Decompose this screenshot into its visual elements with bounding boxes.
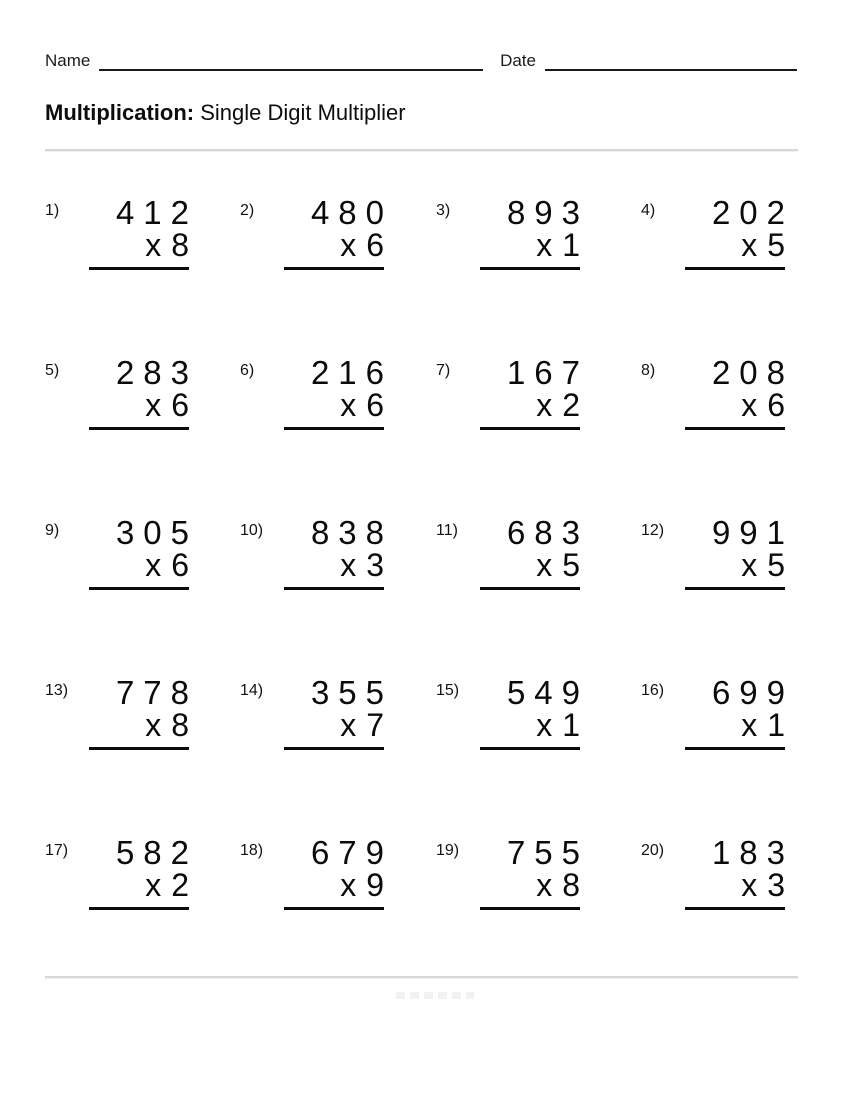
multiply-operator: x <box>145 707 162 743</box>
problem-number: 19) <box>436 842 460 859</box>
multiplicand: 480 <box>310 194 393 231</box>
problem <box>240 356 436 516</box>
multiplier-row <box>685 227 785 263</box>
multiplicand: 549 <box>506 674 589 711</box>
multiply-operator: x <box>145 547 162 583</box>
problem-number: 18) <box>240 842 264 859</box>
multiplier: 6 <box>366 227 384 263</box>
multiplier: 3 <box>767 867 785 903</box>
problem <box>436 196 641 356</box>
answer-line <box>89 747 189 750</box>
multiply-operator: x <box>536 867 553 903</box>
problem-block <box>89 834 198 910</box>
problem-number: 20) <box>641 842 665 859</box>
problem-number: 9) <box>45 522 60 539</box>
answer-line <box>284 267 384 270</box>
multiply-operator: x <box>741 227 758 263</box>
problem <box>436 516 641 676</box>
problem-number: 4) <box>641 202 656 219</box>
problems-grid <box>45 196 805 996</box>
page-title <box>45 100 406 126</box>
problem <box>240 836 436 996</box>
problem <box>45 516 240 676</box>
multiply-operator: x <box>340 227 357 263</box>
multiplicand: 991 <box>711 514 794 551</box>
multiplier-row <box>480 547 580 583</box>
multiplier-row <box>685 547 785 583</box>
problem-number: 14) <box>240 682 264 699</box>
multiplier: 1 <box>562 227 580 263</box>
problem <box>436 836 641 996</box>
answer-line <box>685 587 785 590</box>
multiply-operator: x <box>741 707 758 743</box>
multiplicand: 208 <box>711 354 794 391</box>
problem-number: 7) <box>436 362 451 379</box>
problem-block <box>480 834 589 910</box>
problem-block <box>284 194 393 270</box>
answer-line <box>480 907 580 910</box>
problem <box>240 676 436 836</box>
answer-line <box>284 427 384 430</box>
answer-line <box>480 427 580 430</box>
multiply-operator: x <box>536 707 553 743</box>
problem-number: 13) <box>45 682 69 699</box>
problem <box>240 196 436 356</box>
multiplicand: 167 <box>506 354 589 391</box>
multiplicand: 216 <box>310 354 393 391</box>
answer-line <box>284 587 384 590</box>
multiplier-row <box>685 867 785 903</box>
problem-block <box>284 354 393 430</box>
multiply-operator: x <box>536 387 553 423</box>
answer-line <box>89 427 189 430</box>
problem <box>436 356 641 516</box>
multiplier-row <box>480 867 580 903</box>
multiply-operator: x <box>145 387 162 423</box>
problem <box>641 836 805 996</box>
multiplier: 6 <box>171 387 189 423</box>
multiplier-row <box>480 387 580 423</box>
multiplier-row <box>89 867 189 903</box>
name-date-row <box>45 51 797 71</box>
problem-number: 6) <box>240 362 255 379</box>
multiply-operator: x <box>741 387 758 423</box>
problem-block <box>284 514 393 590</box>
date-blank-line <box>545 51 797 71</box>
multiplier: 5 <box>767 227 785 263</box>
page-title-bold: Multiplication: <box>45 100 195 125</box>
problem-block <box>284 674 393 750</box>
multiplicand: 755 <box>506 834 589 871</box>
problem-block <box>89 514 198 590</box>
problem-number: 10) <box>240 522 264 539</box>
problem-block <box>480 514 589 590</box>
problem-block <box>89 674 198 750</box>
problem-block <box>685 834 794 910</box>
problem-number: 17) <box>45 842 69 859</box>
problem-number: 15) <box>436 682 460 699</box>
multiply-operator: x <box>145 227 162 263</box>
problem <box>436 676 641 836</box>
multiplicand: 355 <box>310 674 393 711</box>
problem-block <box>89 354 198 430</box>
page-title-rest: Single Digit Multiplier <box>194 100 406 125</box>
multiply-operator: x <box>536 227 553 263</box>
multiplier-row <box>284 547 384 583</box>
multiplier: 1 <box>767 707 785 743</box>
multiplier: 9 <box>366 867 384 903</box>
multiplier: 6 <box>171 547 189 583</box>
multiplicand: 183 <box>711 834 794 871</box>
multiplicand: 412 <box>115 194 198 231</box>
problem-block <box>480 354 589 430</box>
multiply-operator: x <box>741 547 758 583</box>
multiplier: 6 <box>767 387 785 423</box>
multiply-operator: x <box>340 707 357 743</box>
problem-block <box>284 834 393 910</box>
multiplier-row <box>685 707 785 743</box>
answer-line <box>685 747 785 750</box>
multiply-operator: x <box>340 547 357 583</box>
multiplicand: 582 <box>115 834 198 871</box>
problem-number: 11) <box>436 522 458 539</box>
multiplier-row <box>89 227 189 263</box>
multiplier: 8 <box>562 867 580 903</box>
answer-line <box>480 267 580 270</box>
answer-line <box>480 587 580 590</box>
multiplicand: 679 <box>310 834 393 871</box>
date-label: Date <box>500 51 536 70</box>
problem-number: 12) <box>641 522 665 539</box>
multiplicand: 305 <box>115 514 198 551</box>
multiplicand: 699 <box>711 674 794 711</box>
multiplier: 3 <box>366 547 384 583</box>
answer-line <box>284 907 384 910</box>
multiplicand: 778 <box>115 674 198 711</box>
multiplier-row <box>89 547 189 583</box>
multiplier-row <box>89 387 189 423</box>
answer-line <box>89 267 189 270</box>
answer-line <box>685 267 785 270</box>
problem-block <box>685 674 794 750</box>
problem <box>240 516 436 676</box>
problem-block <box>685 194 794 270</box>
multiplier: 6 <box>366 387 384 423</box>
problem <box>45 836 240 996</box>
multiply-operator: x <box>536 547 553 583</box>
top-divider <box>45 149 798 151</box>
multiplier: 2 <box>562 387 580 423</box>
multiplier-row <box>685 387 785 423</box>
multiplier-row <box>284 707 384 743</box>
bottom-divider <box>45 976 798 978</box>
problem-number: 16) <box>641 682 665 699</box>
problem-number: 2) <box>240 202 255 219</box>
answer-line <box>480 747 580 750</box>
problem-block <box>480 674 589 750</box>
name-blank-line <box>99 51 483 71</box>
answer-line <box>685 907 785 910</box>
multiplier: 8 <box>171 707 189 743</box>
multiplicand: 838 <box>310 514 393 551</box>
multiply-operator: x <box>145 867 162 903</box>
multiplier: 5 <box>767 547 785 583</box>
multiplier-row <box>89 707 189 743</box>
problem-block <box>685 514 794 590</box>
multiplier-row <box>480 227 580 263</box>
multiplier: 2 <box>171 867 189 903</box>
answer-line <box>89 587 189 590</box>
problem-number: 1) <box>45 202 60 219</box>
problem-block <box>685 354 794 430</box>
problem-number: 8) <box>641 362 656 379</box>
multiplicand: 893 <box>506 194 589 231</box>
multiply-operator: x <box>741 867 758 903</box>
problem <box>45 676 240 836</box>
multiplier-row <box>284 227 384 263</box>
multiplicand: 283 <box>115 354 198 391</box>
answer-line <box>685 427 785 430</box>
answer-line <box>284 747 384 750</box>
problem-block <box>89 194 198 270</box>
problem <box>45 356 240 516</box>
multiplier-row <box>284 387 384 423</box>
name-label: Name <box>45 51 91 70</box>
multiplicand: 683 <box>506 514 589 551</box>
problem-number: 3) <box>436 202 451 219</box>
multiply-operator: x <box>340 867 357 903</box>
problem-block <box>480 194 589 270</box>
multiplier: 7 <box>366 707 384 743</box>
answer-line <box>89 907 189 910</box>
problem <box>641 196 805 356</box>
problem <box>641 516 805 676</box>
problem <box>641 356 805 516</box>
problem <box>641 676 805 836</box>
multiplier: 1 <box>562 707 580 743</box>
multiplier: 5 <box>562 547 580 583</box>
multiply-operator: x <box>340 387 357 423</box>
problem <box>45 196 240 356</box>
multiplier-row <box>480 707 580 743</box>
problem-number: 5) <box>45 362 60 379</box>
multiplier: 8 <box>171 227 189 263</box>
faint-watermark <box>396 992 474 999</box>
multiplicand: 202 <box>711 194 794 231</box>
multiplier-row <box>284 867 384 903</box>
